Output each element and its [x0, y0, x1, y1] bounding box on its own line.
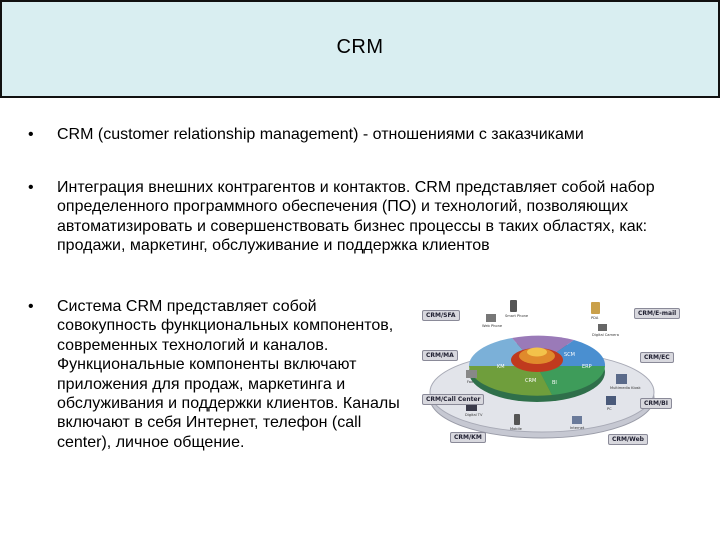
icon-label: Digital TV — [465, 413, 483, 417]
pc-icon — [606, 396, 616, 405]
title-bar — [0, 0, 720, 98]
tag-crm-ec: CRM/EC — [640, 352, 674, 363]
tag-crm-web: CRM/Web — [608, 434, 648, 445]
phone-icon — [510, 300, 517, 312]
tag-crm-bi: CRM/BI — [640, 398, 672, 409]
bullet-text: Система CRM представляет собой совокупность функциональных компонентов, современных технологий и каналов. Функциональные компоненты включают приложения для продаж, маркетинга и обслуживания и поддержки клиентов. Каналы включают в себя Интернет, телефон (call center), личное общение. — [57, 298, 400, 451]
icon-label: PDA — [591, 316, 599, 320]
fax-icon — [466, 370, 477, 378]
icon-label: PC — [607, 407, 612, 411]
bullet-marker: • — [28, 126, 34, 143]
ring-label-crm: CRM — [525, 378, 537, 384]
tag-crm-sfa: CRM/SFA — [422, 310, 460, 321]
bullet-text: Интеграция внешних контрагентов и контактов. CRM представляет собой набор определенного программного обеспечения (ПО) и технологий, позволяющих автоматизировать и совершенствовать бизнес процессы в таких областях, как: продажи, маркетинг, обслуживание и поддержка клиентов — [57, 179, 655, 255]
icon-label: Fax — [467, 380, 474, 384]
web-phone-icon — [486, 314, 496, 322]
icon-label: Web Phone — [482, 324, 503, 328]
bullet-marker: • — [28, 179, 34, 196]
mobile-icon — [514, 414, 520, 425]
icon-label: Mobile — [510, 427, 522, 431]
ring-label-bi: BI — [552, 380, 557, 386]
ring-label-erp: ERP — [582, 364, 592, 370]
tag-crm-email: CRM/E-mail — [634, 308, 680, 319]
ring-label-km: KM — [497, 364, 505, 370]
icon-label: Internet — [570, 426, 585, 430]
pda-icon — [591, 302, 600, 314]
icon-label: Digital Camera — [592, 333, 619, 337]
camera-icon — [598, 324, 607, 331]
hub-yellow — [527, 348, 547, 357]
crm-diagram-image — [402, 294, 677, 454]
ring-label-scm: SCM — [564, 352, 575, 358]
tag-crm-km: CRM/KM — [450, 432, 486, 443]
page-title: CRM — [336, 36, 384, 58]
bullet-marker: • — [28, 298, 34, 315]
icon-label: Multimedia Kiosk — [610, 386, 641, 390]
tag-crm-call-center: CRM/Call Center — [422, 394, 484, 405]
internet-icon — [572, 416, 582, 424]
icon-label: Smart Phone — [505, 314, 529, 318]
kiosk-icon — [616, 374, 627, 384]
tag-crm-ma: CRM/MA — [422, 350, 458, 361]
bullet-text: CRM (customer relationship management) - отношениями с заказчиками — [57, 126, 584, 143]
